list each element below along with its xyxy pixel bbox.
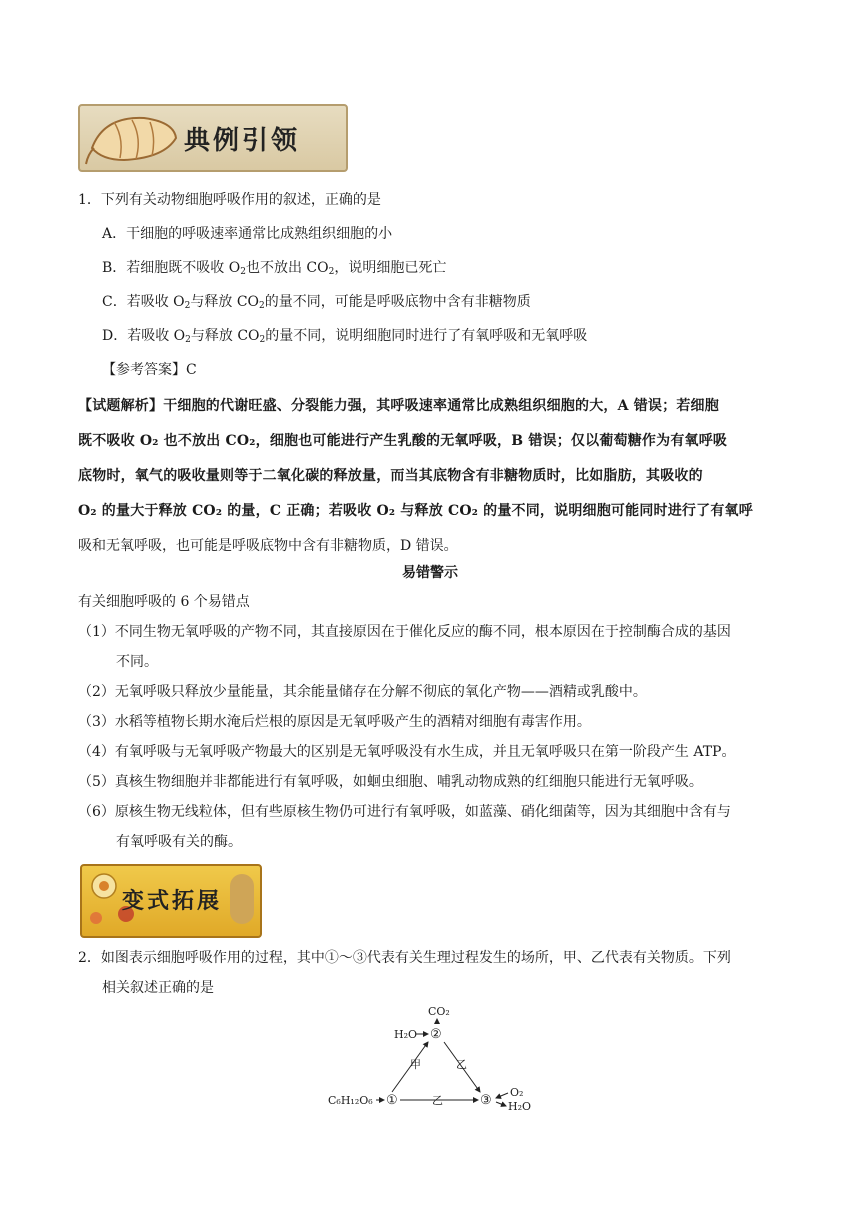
warning-point-3: （3）水稻等植物长期水淹后烂根的原因是无氧呼吸产生的酒精对细胞有毒害作用。 [78, 714, 591, 730]
co2-label: CO₂ [428, 1005, 450, 1018]
q1-analysis-line-2: 既不吸收 O₂ 也不放出 CO₂，细胞也可能进行产生乳酸的无氧呼吸，B 错误；仅以葡萄糖作为有氧呼吸 [78, 433, 728, 449]
site-2-marker: ② [430, 1027, 442, 1042]
shell-icon [84, 108, 184, 168]
q1-analysis-line-3: 底物时，氧气的吸收量则等于二氧化碳的释放量，而当其底物含有非糖物质时，比如脂肪，其吸收的 [78, 468, 703, 484]
glucose-label: C₆H₁₂O₆ [328, 1094, 373, 1107]
respiration-diagram [320, 1000, 550, 1116]
warning-title: 易错警示 [402, 565, 458, 581]
q1-analysis-line-1: 【试题解析】干细胞的代谢旺盛、分裂能力强，其呼吸速率通常比成熟组织细胞的大，A 错误；若细胞 [78, 398, 719, 414]
q1-option-c: C．若吸收 $O_2$与释放 $CO_2$的量不同，可能是呼吸底物中含有非糖物质 [102, 294, 531, 311]
variant-banner-title: 变式拓展 [122, 888, 223, 914]
q1-analysis-line-4: O₂ 的量大于释放 CO₂ 的量，C 正确；若吸收 O₂ 与释放 CO₂ 的量不同，说明细胞可能同时进行了有氧呼 [78, 503, 753, 519]
arrow-o2-to-3 [496, 1093, 508, 1098]
variant-banner [80, 864, 262, 938]
arrow-3-to-h2o [496, 1102, 506, 1106]
q1-option-a: A．干细胞的呼吸速率通常比成熟组织细胞的小 [102, 226, 393, 242]
jia-label: 甲 [410, 1058, 421, 1071]
q1-analysis-line-5: 吸和无氧呼吸，也可能是呼吸底物中含有非糖物质，D 错误。 [78, 538, 458, 554]
warning-point-5: （5）真核生物细胞并非都能进行有氧呼吸，如蛔虫细胞、哺乳动物成熟的红细胞只能进行无氧呼吸。 [78, 774, 703, 790]
arrow-1-to-2 [392, 1042, 428, 1092]
h2o-input-label: H₂O [394, 1028, 418, 1041]
q1-answer: 【参考答案】C [102, 362, 197, 378]
site-1-marker: ① [386, 1093, 398, 1108]
q1-option-d: D．若吸收 $O_2$与释放 $CO_2$的量不同，说明细胞同时进行了有氧呼吸和无氧呼吸 [102, 328, 588, 345]
o2-label: O₂ [510, 1086, 524, 1099]
yi-right-label: 乙 [456, 1058, 467, 1071]
warning-point-1-cont: 不同。 [116, 654, 158, 670]
arrow-2-to-3 [444, 1042, 480, 1092]
example-banner [78, 104, 348, 172]
h2o-output-label: H₂O [508, 1100, 532, 1113]
warning-point-4: （4）有氧呼吸与无氧呼吸产物最大的区别是无氧呼吸没有水生成，并且无氧呼吸只在第一阶段产生 ATP。 [78, 744, 736, 760]
q1-option-b: B．若细胞既不吸收 $O_2$也不放出 $CO_2$，说明细胞已死亡 [102, 260, 447, 277]
q2-stem-line-2: 相关叙述正确的是 [102, 980, 214, 996]
warning-point-1: （1）不同生物无氧呼吸的产物不同，其直接原因在于催化反应的酶不同，根本原因在于控制酶合成的基因 [78, 624, 731, 640]
scroll-decoration [230, 874, 254, 924]
q1-stem: 1．下列有关动物细胞呼吸作用的叙述，正确的是 [78, 192, 381, 208]
warning-point-2: （2）无氧呼吸只释放少量能量，其余能量储存在分解不彻底的氧化产物——酒精或乳酸中。 [78, 684, 647, 700]
warning-point-6: （6）原核生物无线粒体，但有些原核生物仍可进行有氧呼吸，如蓝藻、硝化细菌等，因为其细胞中含有与 [78, 804, 731, 820]
q2-stem-line-1: 2．如图表示细胞呼吸作用的过程，其中①～③代表有关生理过程发生的场所，甲、乙代表有关物质。下列 [78, 950, 731, 966]
warning-point-6-cont: 有氧呼吸有关的酶。 [116, 834, 242, 850]
yi-bottom-label: 乙 [432, 1094, 443, 1107]
warning-intro: 有关细胞呼吸的 6 个易错点 [78, 594, 250, 610]
example-banner-title: 典例引领 [184, 126, 301, 156]
site-3-marker: ③ [480, 1093, 492, 1108]
